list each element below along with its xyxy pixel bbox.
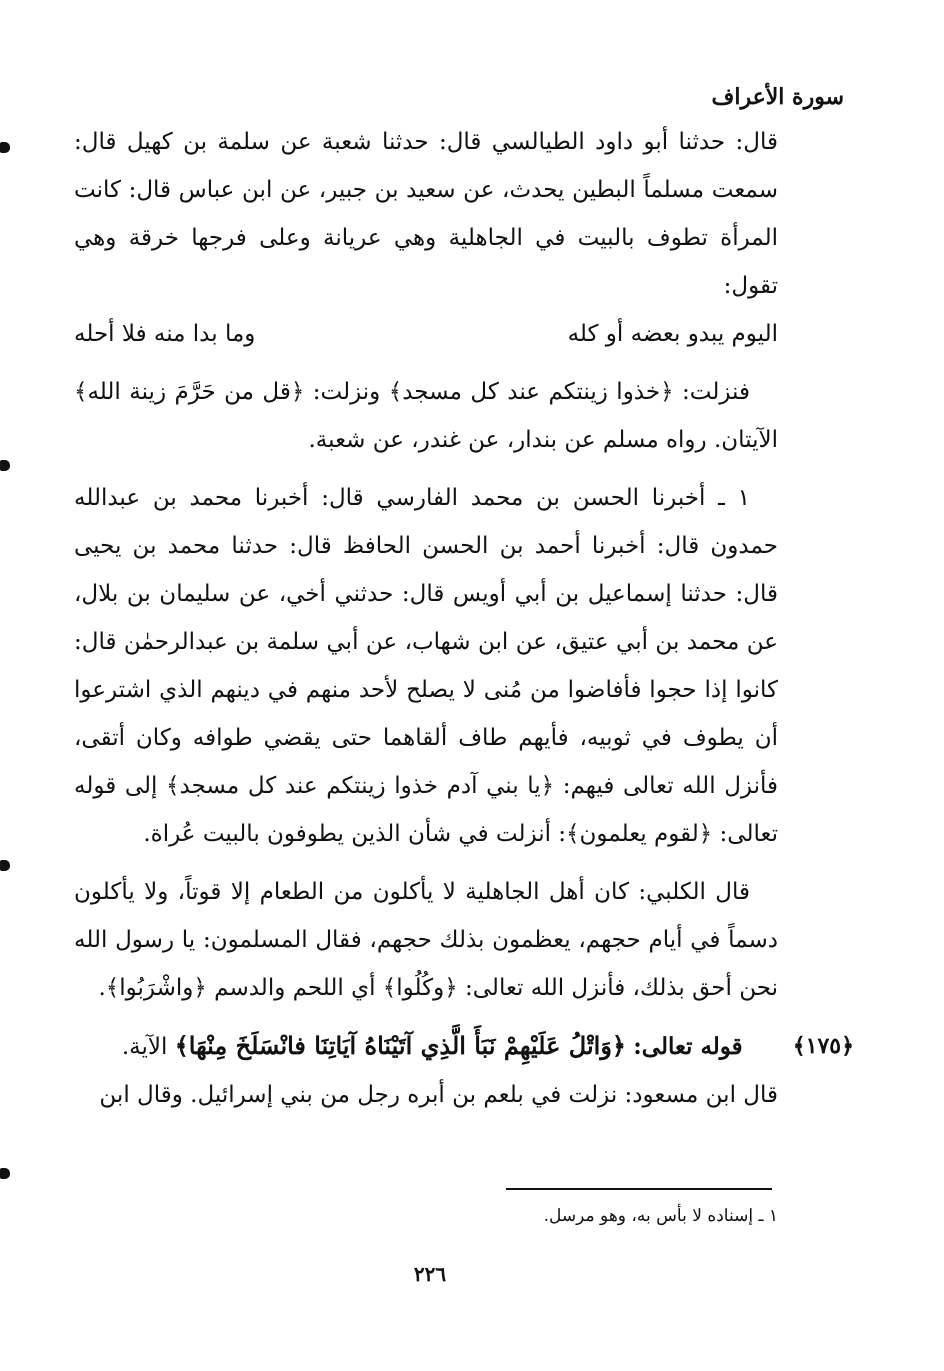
- verse-first-hemistich: اليوم يبدو بعضه أو كله: [567, 321, 778, 347]
- paragraph-4: [74, 868, 778, 1012]
- margin-mark: [0, 142, 10, 153]
- paragraph-1-line-3: بالبيت في الجاهلية وهي عريانة وعلى فرجها خرقة وهي تقول:: [74, 225, 778, 299]
- paragraph-2: [74, 368, 778, 464]
- paragraph-1-line-2: البطين يحدث، عن سعيد بن جبير، عن ابن عباس قال: كانت المرأة تطوف: [74, 177, 778, 251]
- main-text: [74, 118, 854, 1119]
- surah-title: سورة الأعراف: [711, 84, 844, 110]
- ayah-intro: قوله تعالى:: [633, 1033, 743, 1060]
- footnote-divider: [506, 1188, 772, 1190]
- margin-mark: [0, 860, 10, 871]
- paragraph-2-text: فنزلت: ﴿خذوا زينتكم عند كل مسجد﴾ ونزلت: ﴿قل من حَرَّمَ زينة الله﴾ الآيتان. رواه مسلم عن بندار، عن غندر، عن شعبة.: [74, 379, 778, 453]
- page-number: ٢٢٦: [413, 1262, 447, 1286]
- ayah-text: ﴿وَاتْلُ عَلَيْهِمْ نَبَأَ الَّذِي آتَيْنَاهُ آيَاتِنَا فانْسَلَخَ مِنْهَا﴾: [174, 1031, 626, 1060]
- paragraph-3-text: ١ ـ أخبرنا الحسن بن محمد الفارسي قال: أخبرنا محمد بن عبدالله حمدون قال: أخبرنا أحمد بن الحسن الحافظ قال: حدثنا محمد بن يحيى قال: حدثنا إسماعيل بن أبي أويس قال: حدثني أخي، عن سليمان بن بلال، عن محمد بن أبي عتيق، عن ابن شهاب، عن أبي سلمة بن عبدالرحمٰن قال: كانوا إذا حجوا فأفاضوا من مُنى لا يصلح لأحد منهم في دينهم الذي اشترعوا أن يطوف في ثوبيه، فأيهم طاف ألقاهما حتى يقضي طوافه وكان أتقى، فأنزل الله تعالى فيهم: ﴿يا بني آدم خذوا زينتكم عند كل مسجد﴾ إلى قوله تعالى: ﴿لقوم يعلمون﴾: أنزلت في شأن الذين يطوفون بالبيت عُراة.: [74, 485, 778, 847]
- margin-mark: [0, 1168, 10, 1179]
- paragraph-3: [74, 474, 778, 858]
- ayah-heading: [74, 1022, 854, 1071]
- paragraph-1-line-1: قال: حدثنا أبو داود الطيالسي قال: حدثنا شعبة عن سلمة بن كهيل قال: سمعت مسلماً: [74, 129, 778, 203]
- ayah-suffix: الآية.: [121, 1034, 168, 1060]
- margin-mark: [0, 460, 10, 471]
- footnote: ١ ـ إسناده لا بأس به، وهو مرسل.: [543, 1206, 778, 1226]
- paragraph-1: [74, 118, 778, 310]
- paragraph-5-text: قال ابن مسعود: نزلت في بلعم بن أبره رجل من بني إسرائيل. وقال ابن: [99, 1082, 778, 1108]
- paragraph-4-text: قال الكلبي: كان أهل الجاهلية لا يأكلون من الطعام إلا قوتاً، ولا يأكلون دسماً في أيام حجهم، يعظمون بذلك حجهم، فقال المسلمون: يا رسول الله نحن أحق بذلك، فأنزل الله تعالى: ﴿وكُلُوا﴾ أي اللحم والدسم ﴿واشْرَبُوا﴾.: [74, 879, 778, 1001]
- ayah-number: ﴿١٧٥﴾: [792, 1033, 854, 1059]
- paragraph-5: [74, 1071, 778, 1119]
- poetry-verse: [74, 310, 778, 358]
- verse-second-hemistich: وما بدا منه فلا أحله: [74, 321, 256, 347]
